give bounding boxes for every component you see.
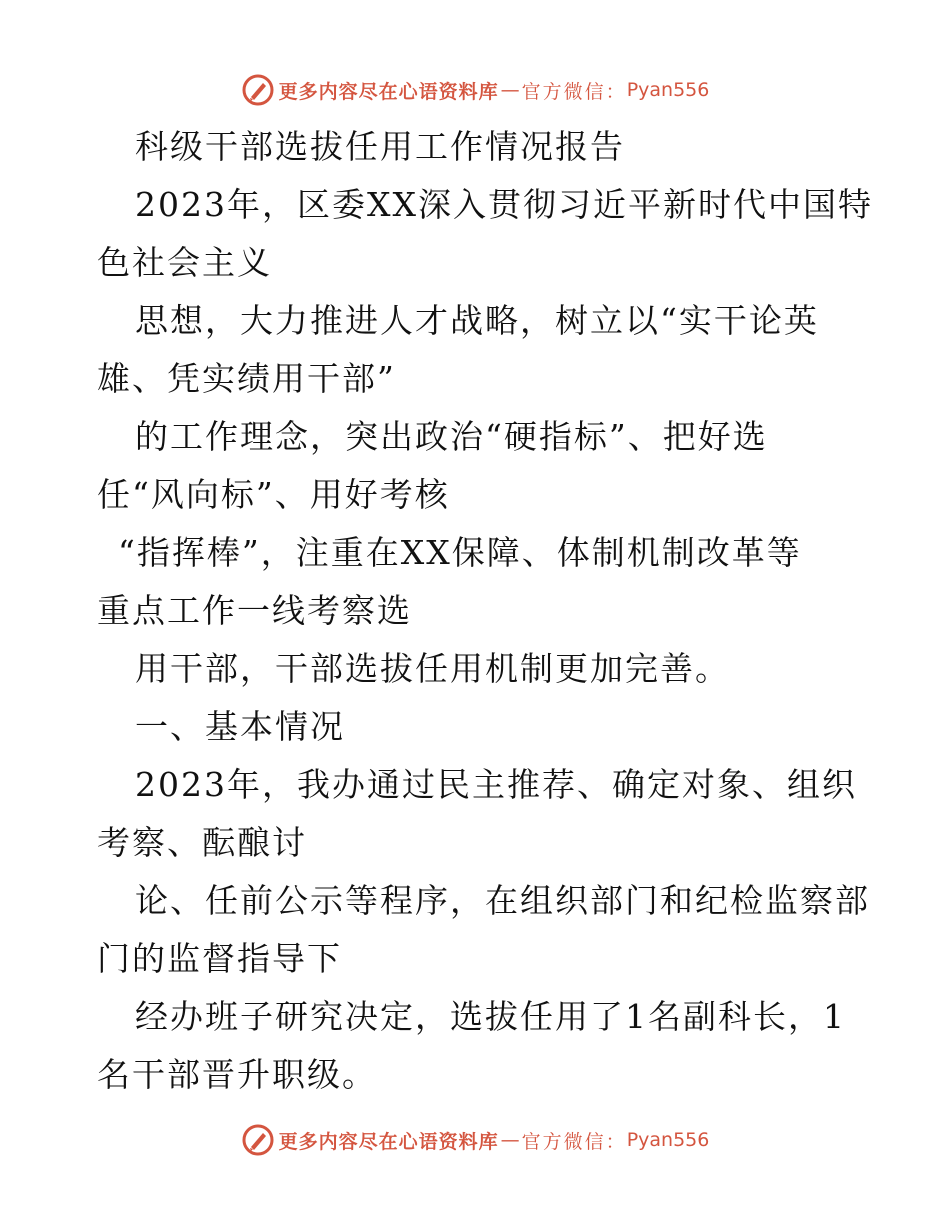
pen-logo-icon bbox=[241, 73, 275, 107]
section-heading: 一、基本情况 bbox=[135, 707, 345, 746]
banner-wechat-label: 官方微信： bbox=[521, 80, 627, 103]
banner-text: 更多内容尽在心语资料库 bbox=[278, 80, 499, 103]
pen-logo-icon bbox=[241, 1123, 275, 1157]
footer-watermark-banner bbox=[0, 1120, 950, 1160]
document-line: 论、任前公示等程序，在组织部门和纪检监察部 bbox=[135, 881, 870, 920]
banner-wechat-id: Pyan556 bbox=[626, 79, 710, 101]
document-line: 用干部，干部选拔任用机制更加完善。 bbox=[135, 649, 730, 688]
document-line: 的工作理念，突出政治“硬指标”、把好选 bbox=[135, 417, 768, 456]
document-line: 2023年，我办通过民主推荐、确定对象、组织 bbox=[135, 765, 857, 804]
document-line: 思想，大力推进人才战略，树立以“实干论英 bbox=[135, 301, 819, 340]
document-line: 2023年，区委XX深入贯彻习近平新时代中国特 bbox=[135, 185, 873, 224]
document-line: 色社会主义 bbox=[97, 243, 272, 282]
document-line: 雄、凭实绩用干部” bbox=[97, 359, 396, 398]
document-line: 任“风向标”、用好考核 bbox=[97, 475, 450, 514]
document-line: 名干部晋升职级。 bbox=[97, 1055, 377, 1094]
banner-separator: — bbox=[500, 79, 520, 101]
document-line: “指挥棒”，注重在XX保障、体制机制改革等 bbox=[118, 533, 802, 572]
document-line: 重点工作一线考察选 bbox=[97, 591, 412, 630]
banner-wechat-id: Pyan556 bbox=[626, 1129, 710, 1151]
banner-wechat-label: 官方微信： bbox=[521, 1130, 627, 1153]
document-line: 门的监督指导下 bbox=[97, 939, 342, 978]
document-title: 科级干部选拔任用工作情况报告 bbox=[135, 127, 625, 166]
document-line: 考察、酝酿讨 bbox=[97, 823, 307, 862]
banner-text: 更多内容尽在心语资料库 bbox=[278, 1130, 499, 1153]
header-watermark-banner bbox=[0, 70, 950, 110]
banner-separator: — bbox=[500, 1129, 520, 1151]
document-line: 经办班子研究决定，选拔任用了1名副科长，1 bbox=[135, 997, 846, 1036]
